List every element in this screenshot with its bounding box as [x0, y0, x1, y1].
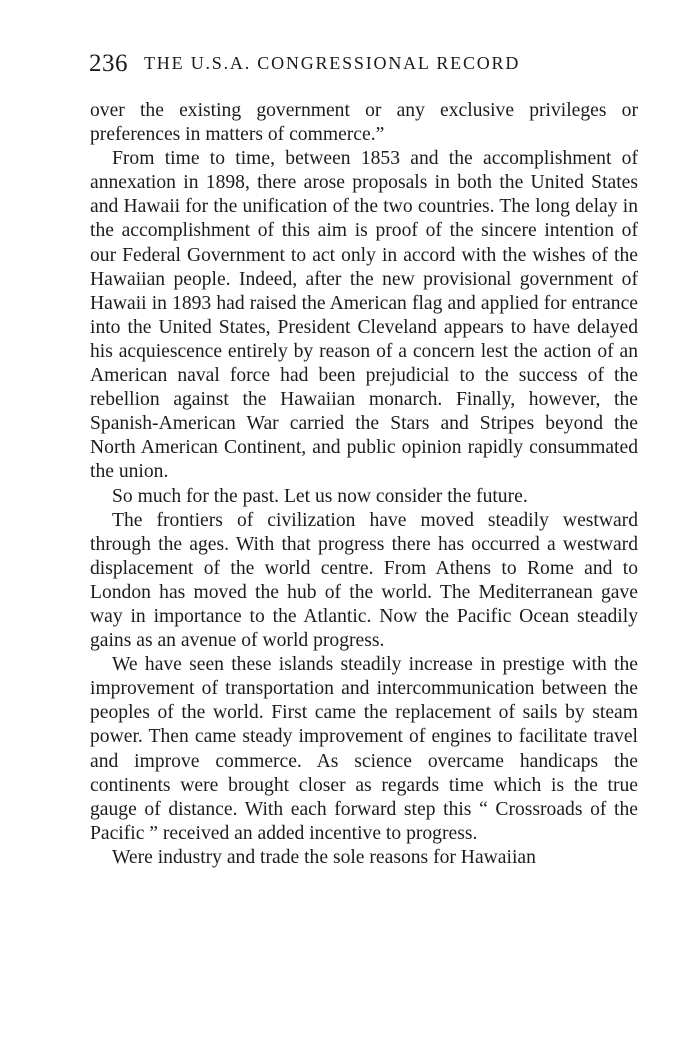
paragraph-annexation-history: From time to time, between 1853 and the accomplishment of annexation in 1898, there arose proposals in both the United States and Hawaii for the unification of the two countries. The long delay in the accomplishment of this aim is proof of the sincere intention of our Federal Government to act only in accord with the wishes of the Hawaiian people. Indeed, after the new provisional government of Hawaii in 1893 had raised the American flag and applied for entrance into the United States, President Cleveland appears to have delayed his acquiescence entirely by reason of a concern lest the action of an American naval force had been prejudicial to the success of the rebellion against the Hawaiian monarch. Finally, however, the Spanish-American War carried the Stars and Stripes beyond the North American Continent, and public opinion rapidly consummated the union. — [90, 148, 638, 483]
paragraph-industry-trade: Were industry and trade the sole reasons for Hawaiian — [112, 846, 536, 868]
paragraph-continued: over the existing government or any exclusive privileges or preferences in matters of commerce.” — [90, 100, 638, 146]
running-title: THE U.S.A. CONGRESSIONAL RECORD — [144, 53, 521, 73]
paragraph-past-future: So much for the past. Let us now consider the future. — [112, 485, 528, 507]
paragraph-frontiers: The frontiers of civilization have moved steadily westward through the ages. With that progress there has occurred a westward displacement of the world centre. From Athens to Rome and to London has moved the hub of the world. The Mediterranean gave way in importance to the Atlantic. Now the Pacific Ocean steadily gains as an avenue of world progress. — [90, 509, 638, 652]
page-number: 236 — [89, 50, 128, 77]
running-header — [89, 50, 649, 84]
paragraph-prestige: We have seen these islands steadily increase in prestige with the improvement of transportation and intercommunication between the peoples of the world. First came the replacement of sails by steam power. Then came steady improvement of engines to facilitate travel and improve commerce. As science overcame handicaps the continents were brought closer as regards time which is the true gauge of distance. With each forward step this “ Crossroads of the Pacific ” received an added incentive to progress. — [90, 654, 638, 844]
body-text — [90, 99, 638, 870]
